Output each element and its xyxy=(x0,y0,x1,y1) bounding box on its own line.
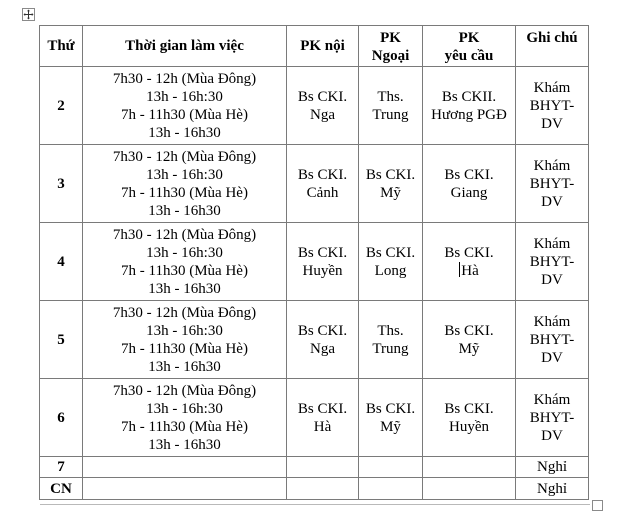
hours-cell xyxy=(83,379,287,457)
table-row xyxy=(40,67,589,145)
day-cell: 6 xyxy=(40,379,83,457)
header-hours: Thời gian làm việc xyxy=(83,26,287,67)
day-cell: 4 xyxy=(40,223,83,301)
table-row xyxy=(40,478,589,500)
hours-line: 7h30 - 12h (Mùa Đông) xyxy=(112,226,257,243)
table-row xyxy=(40,457,589,478)
note-cell: Khám BHYT- DV xyxy=(516,145,589,223)
internal-cell: Bs CKI. Nga xyxy=(287,67,359,145)
day-cell: 7 xyxy=(40,457,83,478)
external-cell: Bs CKI. Mỹ xyxy=(359,379,423,457)
note-cell: Nghỉ xyxy=(516,478,589,500)
table-row xyxy=(40,223,589,301)
internal-cell: Bs CKI. Hà xyxy=(287,379,359,457)
move-arrows-icon xyxy=(23,9,34,20)
schedule-table xyxy=(39,25,589,500)
internal-cell: Bs CKI. Nga xyxy=(287,301,359,379)
header-request: PK yêu cầu xyxy=(423,26,516,67)
header-day: Thứ xyxy=(40,26,83,67)
hours-cell xyxy=(83,67,287,145)
hours-line: 7h - 11h30 (Mùa Hè) xyxy=(121,340,248,357)
external-cell xyxy=(359,478,423,500)
day-cell: 5 xyxy=(40,301,83,379)
hours-cell xyxy=(83,145,287,223)
hours-line: 7h - 11h30 (Mùa Hè) xyxy=(121,418,248,435)
header-row xyxy=(40,26,589,67)
hours-line: 7h - 11h30 (Mùa Hè) xyxy=(121,106,248,123)
table-move-handle[interactable] xyxy=(22,8,35,21)
note-cell: Khám BHYT- DV xyxy=(516,67,589,145)
hours-cell xyxy=(83,223,287,301)
hours-line: 13h - 16h:30 xyxy=(146,166,223,183)
hours-line: 13h - 16h:30 xyxy=(146,322,223,339)
hours-line: 13h - 16h:30 xyxy=(146,244,223,261)
hours-line: 13h - 16h:30 xyxy=(146,88,223,105)
internal-cell xyxy=(287,457,359,478)
internal-cell: Bs CKI. Cảnh xyxy=(287,145,359,223)
request-cell: Bs CKI. Mỹ xyxy=(423,301,516,379)
request-cell xyxy=(423,478,516,500)
request-cell: Bs CKI. Huyền xyxy=(423,379,516,457)
hours-line: 13h - 16h:30 xyxy=(146,400,223,417)
external-cell: Bs CKI. Mỹ xyxy=(359,145,423,223)
hours-line: 13h - 16h30 xyxy=(148,124,221,141)
hours-line: 7h30 - 12h (Mùa Đông) xyxy=(112,382,257,399)
hours-line: 7h30 - 12h (Mùa Đông) xyxy=(112,304,257,321)
hours-line: 13h - 16h30 xyxy=(148,202,221,219)
day-cell: CN xyxy=(40,478,83,500)
hours-cell xyxy=(83,457,287,478)
table-row xyxy=(40,301,589,379)
request-name: Hà xyxy=(461,262,479,279)
request-title: Bs CKI. xyxy=(444,244,494,261)
table-row xyxy=(40,145,589,223)
hours-line: 7h30 - 12h (Mùa Đông) xyxy=(112,148,257,165)
table-row xyxy=(40,379,589,457)
day-cell: 3 xyxy=(40,145,83,223)
hours-cell xyxy=(83,478,287,500)
hours-line: 7h - 11h30 (Mùa Hè) xyxy=(121,262,248,279)
internal-cell: Bs CKI. Huyền xyxy=(287,223,359,301)
internal-cell xyxy=(287,478,359,500)
hours-line: 13h - 16h30 xyxy=(148,436,221,453)
note-cell: Khám BHYT- DV xyxy=(516,301,589,379)
request-cell: Bs CKI. Giang xyxy=(423,145,516,223)
note-cell: Nghỉ xyxy=(516,457,589,478)
note-cell: Khám BHYT- DV xyxy=(516,223,589,301)
request-cell: Bs CKII. Hương PGĐ xyxy=(423,67,516,145)
hours-cell xyxy=(83,301,287,379)
hours-line: 7h - 11h30 (Mùa Hè) xyxy=(121,184,248,201)
page-divider xyxy=(40,504,590,505)
hours-line: 7h30 - 12h (Mùa Đông) xyxy=(112,70,257,87)
external-cell: Ths. Trung xyxy=(359,301,423,379)
request-cell xyxy=(423,457,516,478)
table-resize-handle[interactable] xyxy=(592,500,603,511)
header-internal: PK nội xyxy=(287,26,359,67)
hours-line: 13h - 16h30 xyxy=(148,280,221,297)
header-external: PK Ngoại xyxy=(359,26,423,67)
external-cell xyxy=(359,457,423,478)
day-cell: 2 xyxy=(40,67,83,145)
external-cell: Bs CKI. Long xyxy=(359,223,423,301)
hours-line: 13h - 16h30 xyxy=(148,358,221,375)
header-note: Ghi chú xyxy=(516,26,589,67)
request-cell[interactable] xyxy=(423,223,516,301)
external-cell: Ths. Trung xyxy=(359,67,423,145)
note-cell: Khám BHYT- DV xyxy=(516,379,589,457)
